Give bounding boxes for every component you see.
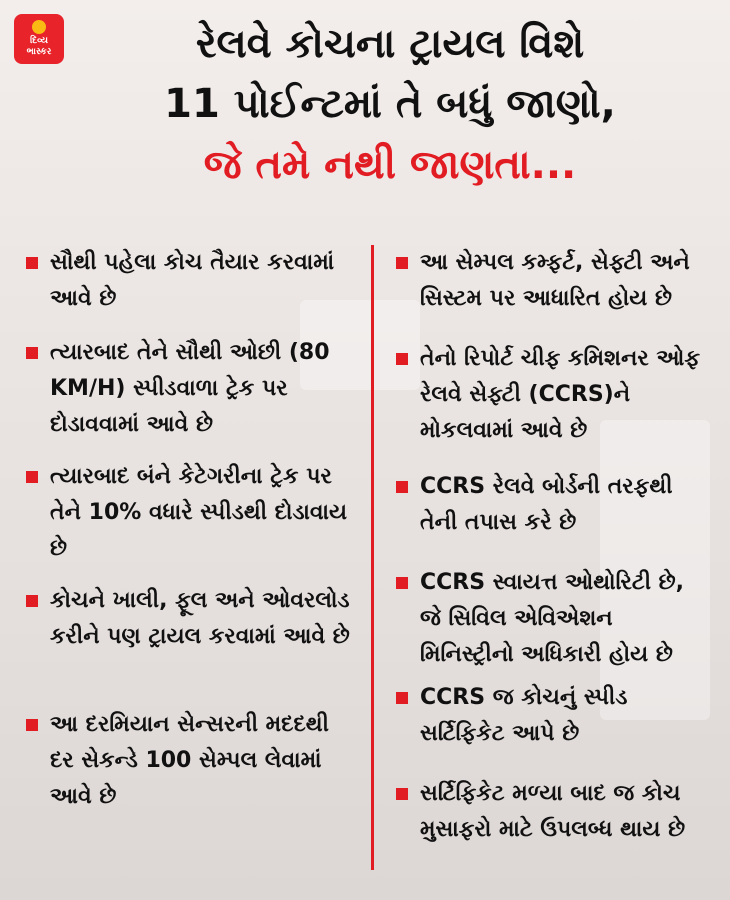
bullet-square-icon <box>396 353 408 365</box>
list-item <box>392 565 712 680</box>
headline-line-2: 11 પોઈન્ટમાં તે બધું જાણો, <box>164 81 616 127</box>
point-text: CCRS સ્વાયત્ત ઓથોરિટી છે, જે સિવિલ એવિએશન મિનિસ્ટ્રીનો અધિકારી હોય છે <box>420 570 685 667</box>
bullet-square-icon <box>26 347 38 359</box>
list-item <box>392 776 712 872</box>
bullet-square-icon <box>396 788 408 800</box>
point-text: CCRS રેલવે બોર્ડની તરફથી તેની તપાસ કરે છે <box>420 474 673 535</box>
left-points-column <box>22 245 352 831</box>
bullet-square-icon <box>26 471 38 483</box>
point-text: આ સેમ્પલ કમ્ફર્ટ, સેફ્ટી અને સિસ્ટમ પર આધારિત હોય છે <box>420 250 690 311</box>
point-text: કોચને ખાલી, ફૂલ અને ઓવરલોડ કરીને પણ ટ્રાયલ કરવામાં આવે છે <box>50 588 350 649</box>
list-item <box>22 707 352 831</box>
point-text: આ દરમિયાન સેન્સરની મદદથી દર સેકન્ડે 100 સેમ્પલ લેવામાં આવે છે <box>50 712 329 809</box>
point-text: તેનો રિપોર્ટ ચીફ કમિશનર ઓફ રેલવે સેફ્ટી (CCRS)ને મોકલવામાં આવે છે <box>420 346 701 443</box>
list-item <box>22 245 352 335</box>
point-text: ત્યારબાદ બંને કેટેગરીના ટ્રેક પર તેને 10% વધારે સ્પીડથી દોડાવાય છે <box>50 464 348 561</box>
bullet-square-icon <box>396 577 408 589</box>
list-item <box>392 341 712 469</box>
headline <box>70 14 710 196</box>
point-text: સૌથી પહેલા કોચ તૈયાર કરવામાં આવે છે <box>50 250 335 311</box>
bullet-square-icon <box>26 595 38 607</box>
brand-line-1: દિવ્ય <box>30 36 48 46</box>
brand-line-2: ભાસ્કર <box>26 47 52 57</box>
point-text: ત્યારબાદ તેને સૌથી ઓછી (80 KM/H) સ્પીડવાળા ટ્રેક પર દોડાવવામાં આવે છે <box>50 340 330 437</box>
column-divider <box>371 245 374 870</box>
list-item <box>22 583 352 707</box>
headline-line-1: રેલવે કોચના ટ્રાયલ વિશે <box>195 21 585 67</box>
right-points-column <box>392 245 712 872</box>
bullet-square-icon <box>396 481 408 493</box>
list-item <box>392 680 712 776</box>
bullet-square-icon <box>26 719 38 731</box>
bullet-square-icon <box>396 257 408 269</box>
list-item <box>22 335 352 459</box>
bullet-square-icon <box>396 692 408 704</box>
list-item <box>22 459 352 583</box>
point-text: સર્ટિફિકેટ મળ્યા બાદ જ કોચ મુસાફરો માટે ઉપલબ્ધ થાય છે <box>420 781 686 842</box>
list-item <box>392 245 712 341</box>
logo-sun-icon <box>32 20 46 34</box>
list-item <box>392 469 712 565</box>
bullet-square-icon <box>26 257 38 269</box>
brand-logo <box>14 14 64 64</box>
headline-line-3: જે તમે નથી જાણતા... <box>203 142 577 188</box>
point-text: CCRS જ કોચનું સ્પીડ સર્ટિફિકેટ આપે છે <box>420 685 628 746</box>
